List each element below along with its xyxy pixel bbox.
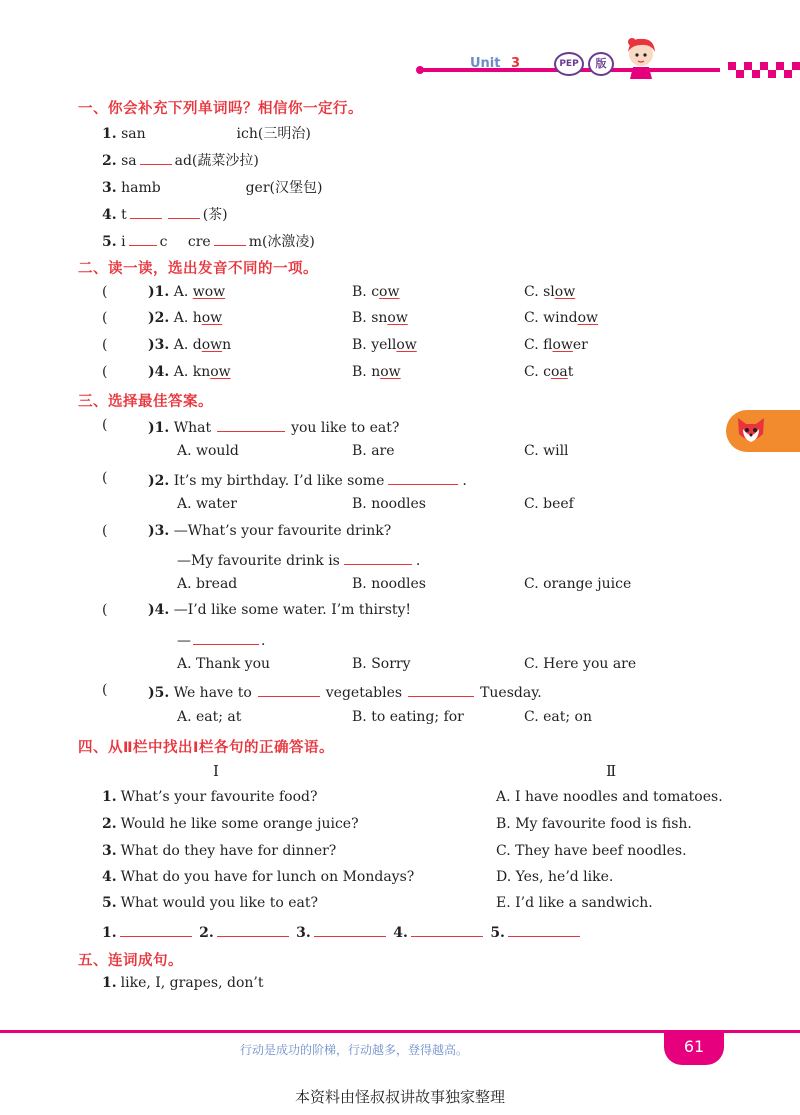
page-number-tab <box>664 1031 724 1065</box>
s3-q4: )4. —I’d like some water. I’m thirsty! <box>148 602 412 618</box>
section4-title: 四、从Ⅱ栏中找出Ⅰ栏各句的正确答语。 <box>78 740 334 756</box>
answer-blank[interactable] <box>508 922 580 937</box>
answer-blank[interactable] <box>258 682 320 697</box>
s1-item-4: 4. t (茶) <box>102 204 228 224</box>
answer-blank[interactable] <box>411 922 483 937</box>
answer-blank[interactable] <box>140 150 172 165</box>
answer-paren[interactable]: ( <box>102 523 144 539</box>
answer-blank[interactable] <box>168 204 200 219</box>
section1-title: 一、你会补充下列单词吗？相信你一定行。 <box>78 101 363 117</box>
option-c[interactable]: C. flower <box>524 337 588 353</box>
s3-q1: )1. What you like to eat? <box>148 417 399 436</box>
left-item-1: 1. What’s your favourite food? <box>102 789 318 805</box>
answer-blank[interactable] <box>130 204 162 219</box>
answer-blank[interactable] <box>217 417 285 432</box>
answer-blank[interactable] <box>408 682 474 697</box>
answer-row: 1. 2. 3. 4. 5. <box>102 922 583 941</box>
option-c[interactable]: C. Here you are <box>524 656 637 672</box>
section2-title: 二、读一读，选出发音不同的一项。 <box>78 261 318 277</box>
credit-line: 本资料由怪叔叔讲故事独家整理 <box>294 1088 505 1106</box>
unit-number: 3 <box>511 56 521 71</box>
ban-badge: 版 <box>588 52 614 76</box>
s1-item-5: 5. i c cre m(冰激凌) <box>102 231 315 251</box>
option-c[interactable]: C. coat <box>524 364 574 380</box>
right-item-d: D. Yes, he’d like. <box>496 869 614 885</box>
column-2-heading: Ⅱ <box>606 762 617 780</box>
option-a[interactable]: A. eat; at <box>177 709 242 725</box>
answer-blank[interactable] <box>388 470 458 485</box>
option-c[interactable]: C. slow <box>524 284 576 300</box>
section3-title: 三、选择最佳答案。 <box>78 394 213 410</box>
option-b[interactable]: B. noodles <box>352 576 426 592</box>
left-item-3: 3. What do they have for dinner? <box>102 843 337 859</box>
option-c[interactable]: C. window <box>524 310 598 326</box>
left-item-5: 5. What would you like to eat? <box>102 895 319 911</box>
s5-item-1: 1. like, I, grapes, don’t <box>102 975 264 991</box>
fox-mascot-icon <box>734 414 768 448</box>
answer-blank[interactable] <box>193 630 259 645</box>
s3-q3: )3. —What’s your favourite drink? <box>148 523 392 539</box>
right-item-e: E. I’d like a sandwich. <box>496 895 653 911</box>
answer-paren[interactable]: ( <box>102 602 144 618</box>
option-b[interactable]: B. cow <box>352 284 400 300</box>
answer-paren[interactable]: ( <box>102 364 144 380</box>
answer-blank[interactable] <box>175 231 185 246</box>
answer-blank[interactable] <box>314 922 386 937</box>
section5-title: 五、连词成句。 <box>78 953 183 969</box>
option-c[interactable]: C. will <box>524 443 569 459</box>
answer-paren[interactable]: ( <box>102 470 144 486</box>
s3-q4-line2: — . <box>177 630 265 649</box>
option-b[interactable]: B. noodles <box>352 496 426 512</box>
s3-q3-line2: —My favourite drink is . <box>177 550 420 569</box>
answer-paren[interactable]: ( <box>102 310 144 326</box>
side-tab <box>726 410 800 452</box>
option-b[interactable]: B. yellow <box>352 337 417 353</box>
column-1-heading: Ⅰ <box>213 762 219 780</box>
s1-item-2: 2. sa ad(蔬菜沙拉) <box>102 150 259 170</box>
option-a[interactable]: A. would <box>177 443 239 459</box>
page-number: 61 <box>683 1037 705 1056</box>
s3-q5: )5. We have to vegetables Tuesday. <box>148 682 542 701</box>
option-b[interactable]: B. Sorry <box>352 656 411 672</box>
s1-item-3: 3. hamb ger(汉堡包) <box>102 177 322 197</box>
pep-badge: PEP <box>554 52 584 76</box>
option-b[interactable]: B. to eating; for <box>352 709 464 725</box>
answer-blank[interactable] <box>129 231 157 246</box>
answer-paren[interactable]: ( <box>102 417 144 433</box>
unit-label <box>470 56 520 71</box>
girl-mascot-icon <box>618 34 664 84</box>
unit-word: Unit <box>470 56 501 71</box>
s1-item-1: 1. san ich(三明治) <box>102 123 311 143</box>
answer-blank[interactable] <box>214 231 246 246</box>
option-c[interactable]: C. orange juice <box>524 576 632 592</box>
option-b[interactable]: B. now <box>352 364 401 380</box>
left-item-4: 4. What do you have for lunch on Mondays? <box>102 869 415 885</box>
answer-blank[interactable] <box>120 922 192 937</box>
right-item-b: B. My favourite food is fish. <box>496 816 692 832</box>
s3-q2: )2. It’s my birthday. I’d like some . <box>148 470 467 489</box>
answer-paren[interactable]: ( <box>102 337 144 353</box>
option-c[interactable]: C. beef <box>524 496 574 512</box>
footer-motto: 行动是成功的阶梯，行动越多，登得越高。 <box>240 1043 469 1057</box>
option-b[interactable]: B. are <box>352 443 395 459</box>
left-item-2: 2. Would he like some orange juice? <box>102 816 359 832</box>
option-c[interactable]: C. eat; on <box>524 709 592 725</box>
option-a[interactable]: A. Thank you <box>177 656 271 672</box>
answer-paren[interactable]: ( <box>102 682 144 698</box>
answer-blank[interactable] <box>153 123 233 138</box>
option-b[interactable]: B. snow <box>352 310 408 326</box>
right-item-a: A. I have noodles and tomatoes. <box>496 789 723 805</box>
answer-blank[interactable] <box>344 550 412 565</box>
answer-paren[interactable]: ( <box>102 284 144 300</box>
answer-blank[interactable] <box>168 177 238 192</box>
option-a[interactable]: A. bread <box>177 576 238 592</box>
option-a[interactable]: A. water <box>177 496 237 512</box>
right-item-c: C. They have beef noodles. <box>496 843 687 859</box>
answer-blank[interactable] <box>217 922 289 937</box>
